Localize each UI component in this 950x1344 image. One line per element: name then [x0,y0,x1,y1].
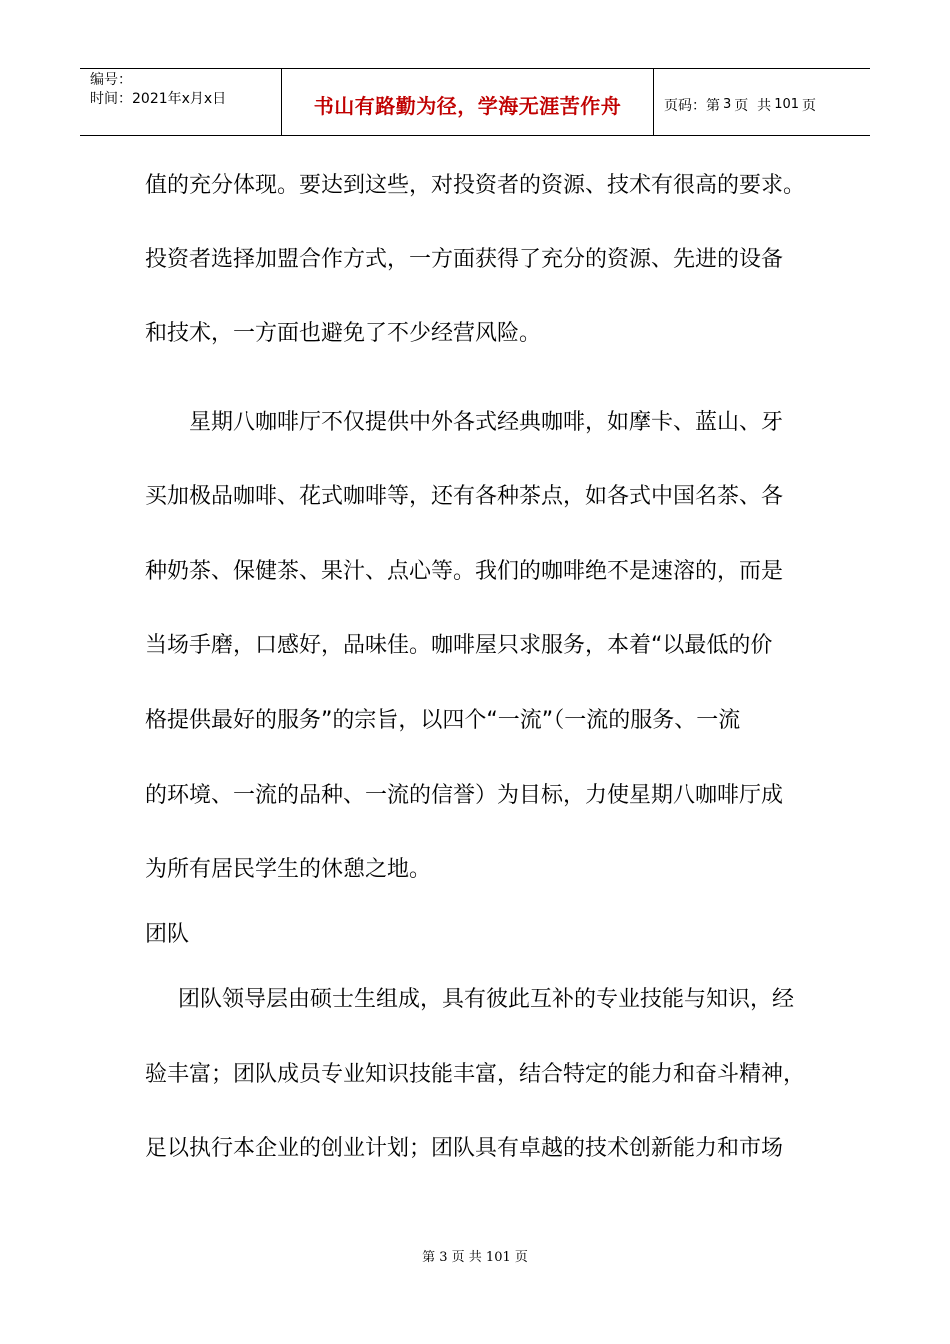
body-line: 买加极品咖啡、花式咖啡等，还有各种茶点，如各式中国名茶、各 [145,484,784,509]
body-line: 和技术，一方面也避免了不少经营风险。 [145,321,542,346]
body-line: 种奶茶、保健茶、果汁、点心等。我们的咖啡绝不是速溶的，而是 [145,559,784,584]
serial-number-label: 编号： [90,72,132,88]
body-line: 值的充分体现。要达到这些，对投资者的资源、技术有很高的要求。 [145,173,806,198]
body-line: 为所有居民学生的休憩之地。 [145,857,432,882]
page-footer: 第 3 页 共 101 页 [422,1250,528,1265]
page-prefix: 页码：第 [664,97,720,114]
header-meta [80,69,281,136]
header-motto-cell [281,69,654,136]
body-line: 投资者选择加盟合作方式，一方面获得了充分的资源、先进的设备 [145,247,784,272]
date-label: 时间：2021年x月x日 [90,91,227,107]
header-motto: 书山有路勤为径，学海无涯苦作舟 [313,94,622,118]
page-header [80,68,870,136]
header-page-number [654,69,870,136]
body-line: 当场手磨，口感好，品味佳。咖啡屋只求服务，本着“以最低的价 [145,633,773,658]
body-line: 团队领导层由硕士生组成，具有彼此互补的专业技能与知识，经 [178,987,795,1012]
page-current: 3 [723,97,732,112]
body-line: 足以执行本企业的创业计划；团队具有卓越的技术创新能力和市场 [145,1136,784,1161]
page-total: 101 [774,97,800,112]
body-line: 验丰富；团队成员专业知识技能丰富，结合特定的能力和奋斗精神， [145,1062,806,1087]
body-line: 的环境、一流的品种、一流的信誉）为目标，力使星期八咖啡厅成 [145,783,784,808]
body-line: 星期八咖啡厅不仅提供中外各式经典咖啡，如摩卡、蓝山、牙 [189,410,784,435]
page-suffix: 页 [802,97,817,114]
page-middle: 页 共 [734,97,772,114]
section-heading: 团队 [145,922,190,947]
body-line: 格提供最好的服务”的宗旨，以四个“一流”（一流的服务、一流 [145,708,741,733]
